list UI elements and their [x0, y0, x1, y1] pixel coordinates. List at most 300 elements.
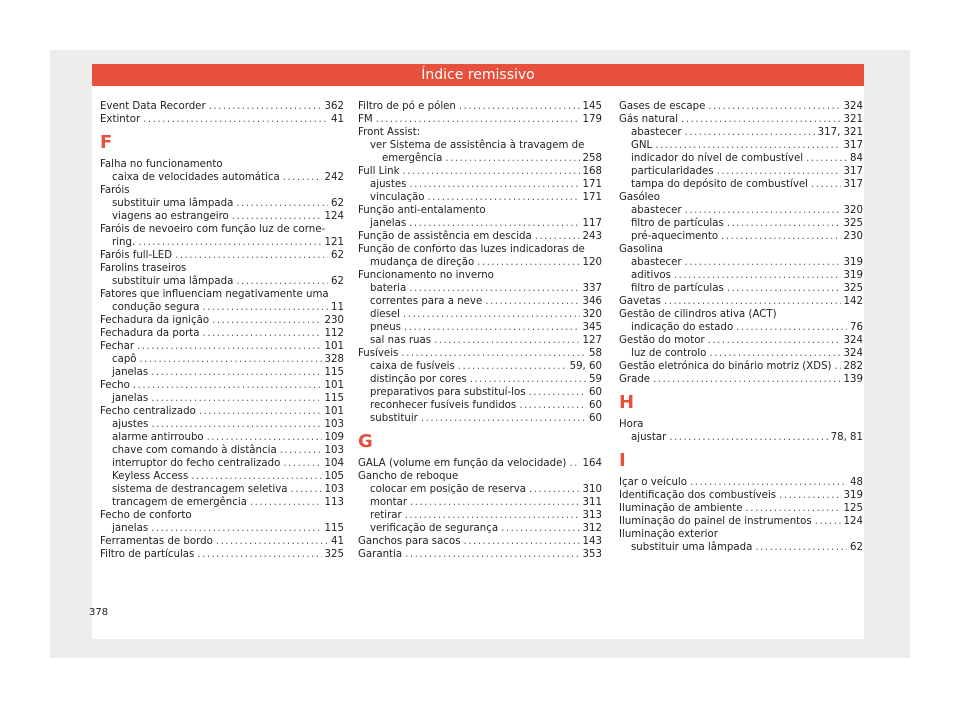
index-entry[interactable]: [358, 191, 602, 204]
index-heading: Falha no funcionamento: [100, 159, 223, 170]
index-page-ref[interactable]: 230: [324, 315, 344, 326]
index-entry-text: Full Link: [358, 166, 400, 177]
index-entry-text: Fusíveis: [358, 348, 399, 359]
document-page: [89, 64, 864, 639]
leader-dots: [835, 360, 841, 373]
leader-dots: [133, 379, 322, 392]
index-entry[interactable]: [619, 321, 863, 334]
leader-dots: [280, 444, 322, 457]
page-number: 378: [89, 607, 109, 618]
index-page-ref[interactable]: 311: [582, 497, 602, 508]
index-entry[interactable]: [358, 522, 602, 535]
index-entry-text: Extintor: [100, 114, 141, 125]
index-entry-text: tampa do depósito de combustível: [631, 179, 808, 190]
index-entry-text: Iluminação de ambiente: [619, 503, 743, 514]
index-entry[interactable]: [619, 204, 863, 217]
index-page-ref[interactable]: 143: [582, 536, 602, 547]
index-entry-continuation: [358, 256, 602, 269]
leader-dots: [721, 230, 840, 243]
index-entry[interactable]: [358, 399, 602, 412]
index-page-ref[interactable]: 171: [582, 179, 602, 190]
index-heading: Gestão de cilindros ativa (ACT): [619, 309, 777, 320]
index-page-ref[interactable]: 60: [589, 400, 602, 411]
index-page-ref[interactable]: 317: [843, 140, 863, 151]
index-entry[interactable]: [619, 347, 863, 360]
index-entry-text: abastecer: [631, 257, 682, 268]
index-entry[interactable]: [619, 230, 863, 243]
index-page-ref[interactable]: 353: [582, 549, 602, 560]
index-page-ref[interactable]: 242: [324, 172, 344, 183]
index-entry-continuation: [100, 236, 344, 249]
index-entry[interactable]: [358, 386, 602, 399]
leader-dots: [727, 282, 841, 295]
index-entry[interactable]: [358, 243, 602, 269]
index-page-ref[interactable]: 139: [843, 374, 863, 385]
index-entry-text: filtro de partículas: [631, 283, 724, 294]
index-entry[interactable]: [358, 295, 602, 308]
index-entry-text: Keyless Access: [112, 471, 189, 482]
index-page-ref[interactable]: 324: [843, 101, 863, 112]
index-page-ref[interactable]: 319: [843, 490, 863, 501]
index-entry-text: Gás natural: [619, 114, 679, 125]
leader-dots: [708, 334, 841, 347]
leader-dots: [236, 275, 328, 288]
index-page-ref[interactable]: 282: [843, 361, 863, 372]
index-entry[interactable]: [358, 165, 602, 178]
index-entry[interactable]: [619, 541, 863, 554]
index-page-ref[interactable]: 115: [324, 393, 344, 404]
index-entry[interactable]: [358, 457, 602, 470]
index-entry[interactable]: [100, 418, 344, 431]
leader-dots: [232, 210, 322, 223]
index-entry-text: FM: [358, 114, 373, 125]
leader-dots: [421, 412, 586, 425]
index-entry[interactable]: [619, 139, 863, 152]
index-page-ref[interactable]: 325: [843, 218, 863, 229]
index-entry[interactable]: [619, 165, 863, 178]
index-entry[interactable]: [619, 126, 863, 139]
index-page-ref[interactable]: 59, 60: [569, 361, 602, 372]
index-page-ref[interactable]: 62: [331, 276, 344, 287]
index-entry-text: bateria: [370, 283, 407, 294]
index-entry[interactable]: [619, 217, 863, 230]
index-page-ref[interactable]: 337: [582, 283, 602, 294]
index-page-ref[interactable]: 101: [324, 380, 344, 391]
leader-dots: [755, 541, 847, 554]
leader-dots: [690, 476, 847, 489]
index-entry-text: pneus: [370, 322, 401, 333]
index-entry-text: distinção por cores: [370, 374, 467, 385]
leader-dots: [137, 340, 321, 353]
index-page-ref[interactable]: 324: [843, 335, 863, 346]
index-entry-text: Gestão eletrónica do binário motriz (XDS): [619, 361, 832, 372]
index-entry-text: abastecer: [631, 205, 682, 216]
index-entry[interactable]: [100, 327, 344, 340]
index-entry[interactable]: [619, 178, 863, 191]
index-entry[interactable]: [100, 340, 344, 353]
index-page-ref[interactable]: 48: [850, 477, 863, 488]
index-entry-text: ring.: [112, 237, 136, 248]
leader-dots: [405, 548, 579, 561]
index-entry[interactable]: [100, 197, 344, 210]
leader-dots: [151, 366, 321, 379]
index-page-ref[interactable]: 60: [589, 387, 602, 398]
index-page-ref[interactable]: 101: [324, 341, 344, 352]
index-page-ref[interactable]: 325: [843, 283, 863, 294]
index-page-ref[interactable]: 41: [331, 114, 344, 125]
leader-dots: [197, 548, 321, 561]
index-entry[interactable]: [100, 431, 344, 444]
leader-dots: [428, 191, 580, 204]
index-entry[interactable]: [358, 412, 602, 425]
index-entry-text: colocar em posição de reserva: [370, 484, 526, 495]
index-entry-text: GNL: [631, 140, 653, 151]
leader-dots: [501, 522, 579, 535]
index-page-ref[interactable]: 62: [331, 250, 344, 261]
index-page-ref[interactable]: 312: [582, 523, 602, 534]
index-entry[interactable]: [358, 334, 602, 347]
index-page-ref[interactable]: 230: [843, 231, 863, 242]
leader-dots: [250, 496, 322, 509]
index-entry[interactable]: [100, 470, 344, 483]
index-entry-text: janelas: [112, 523, 149, 534]
index-entry[interactable]: [619, 360, 863, 373]
leader-dots: [529, 483, 580, 496]
index-entry[interactable]: [100, 457, 344, 470]
index-entry-text: Fecho: [100, 380, 130, 391]
leader-dots: [283, 457, 321, 470]
page-header: Índice remissivo: [92, 64, 864, 86]
leader-dots: [216, 535, 328, 548]
index-page-ref[interactable]: 328: [324, 354, 344, 365]
index-page-ref[interactable]: 103: [324, 419, 344, 430]
index-entry[interactable]: [358, 535, 602, 548]
index-entry[interactable]: [619, 502, 863, 515]
index-entry[interactable]: [358, 113, 602, 126]
index-entry[interactable]: [100, 496, 344, 509]
index-entry-text: emergência: [382, 153, 443, 164]
index-page-ref[interactable]: 313: [582, 510, 602, 521]
index-entry-text: luz de controlo: [631, 348, 707, 359]
leader-dots: [655, 139, 840, 152]
leader-dots: [404, 321, 580, 334]
index-heading: Gasolina: [619, 244, 664, 255]
index-entry[interactable]: [100, 548, 344, 561]
index-page-ref[interactable]: 115: [324, 367, 344, 378]
index-heading: Hora: [619, 419, 644, 430]
index-heading: Front Assist:: [358, 127, 421, 138]
index-entry[interactable]: [100, 366, 344, 379]
index-page-ref[interactable]: 317, 321: [817, 127, 863, 138]
index-page-ref[interactable]: 41: [331, 536, 344, 547]
leader-dots: [779, 489, 840, 502]
index-page-ref[interactable]: 124: [324, 211, 344, 222]
leader-dots: [685, 126, 815, 139]
leader-dots: [535, 230, 580, 243]
index-page-ref[interactable]: 104: [324, 458, 344, 469]
leader-dots: [202, 301, 328, 314]
index-entry[interactable]: [358, 152, 602, 165]
index-page-ref[interactable]: 11: [331, 302, 344, 313]
index-page-ref[interactable]: 321: [843, 114, 863, 125]
index-entry-text: diesel: [370, 309, 400, 320]
index-entry[interactable]: [100, 275, 344, 288]
index-page-ref[interactable]: 112: [324, 328, 344, 339]
index-entry-text: trancagem de emergência: [112, 497, 247, 508]
leader-dots: [811, 178, 841, 191]
index-entry[interactable]: [100, 483, 344, 496]
index-entry[interactable]: [358, 509, 602, 522]
index-page-ref[interactable]: 142: [843, 296, 863, 307]
index-entry-text: janelas: [112, 367, 149, 378]
index-entry[interactable]: [358, 548, 602, 561]
index-entry-text: Gases de escape: [619, 101, 706, 112]
leader-dots: [681, 113, 840, 126]
index-entry[interactable]: [619, 515, 863, 528]
index-page-ref[interactable]: 62: [331, 198, 344, 209]
index-page-ref[interactable]: 60: [589, 413, 602, 424]
index-entry-text: condução segura: [112, 302, 200, 313]
index-entry-text: Gestão do motor: [619, 335, 705, 346]
index-page-ref[interactable]: 103: [324, 445, 344, 456]
index-entry[interactable]: [619, 489, 863, 502]
index-page-ref[interactable]: 117: [582, 218, 602, 229]
index-entry-text: pré-aquecimento: [631, 231, 719, 242]
leader-dots: [140, 353, 322, 366]
index-page-ref[interactable]: 113: [324, 497, 344, 508]
index-entry[interactable]: [619, 269, 863, 282]
index-entry[interactable]: [100, 392, 344, 405]
index-page-ref[interactable]: 325: [324, 549, 344, 560]
leader-dots: [708, 100, 840, 113]
index-entry[interactable]: [100, 353, 344, 366]
index-page-ref[interactable]: 76: [850, 322, 863, 333]
leader-dots: [291, 483, 322, 496]
index-entry[interactable]: [358, 178, 602, 191]
index-section-letter: G: [358, 431, 373, 452]
index-page-ref[interactable]: 319: [843, 257, 863, 268]
index-entry[interactable]: [100, 444, 344, 457]
index-page-ref[interactable]: 164: [582, 458, 602, 469]
index-page-ref[interactable]: 317: [843, 179, 863, 190]
index-entry-text: indicação do estado: [631, 322, 734, 333]
index-entry[interactable]: [619, 152, 863, 165]
index-heading: ver Sistema de assistência à travagem de: [370, 140, 585, 151]
index-heading: Função anti-entalamento: [358, 205, 486, 216]
index-page-ref[interactable]: 345: [582, 322, 602, 333]
index-entry-text: Faróis de nevoeiro com função luz de corne-: [100, 224, 326, 235]
index-entry-text: interruptor do fecho centralizado: [112, 458, 281, 469]
index-entry-text: ajustes: [370, 179, 407, 190]
index-entry-text: reconhecer fusíveis fundidos: [370, 400, 517, 411]
index-column-2: [358, 100, 602, 561]
index-entry[interactable]: [358, 496, 602, 509]
index-entry-text: verificação de segurança: [370, 523, 499, 534]
index-page-ref[interactable]: 324: [843, 348, 863, 359]
index-entry[interactable]: [100, 171, 344, 184]
index-entry-text: retirar: [370, 510, 402, 521]
index-page-ref[interactable]: 78, 81: [830, 432, 863, 443]
leader-dots: [745, 502, 840, 515]
index-page-ref[interactable]: 320: [843, 205, 863, 216]
leader-dots: [207, 431, 322, 444]
index-page-ref[interactable]: 124: [843, 516, 863, 527]
index-entry-text: substituir: [370, 413, 418, 424]
index-entry[interactable]: [358, 282, 602, 295]
index-page-ref[interactable]: 179: [582, 114, 602, 125]
leader-dots: [464, 535, 580, 548]
leader-dots: [138, 236, 321, 249]
index-page-ref[interactable]: 145: [582, 101, 602, 112]
index-entry[interactable]: [619, 476, 863, 489]
index-entry-text: Fecho centralizado: [100, 406, 196, 417]
index-entry-text: correntes para a neve: [370, 296, 483, 307]
index-page-ref[interactable]: 103: [324, 484, 344, 495]
leader-dots: [709, 347, 840, 360]
index-entry-text: vinculação: [370, 192, 425, 203]
index-entry-text: viagens ao estrangeiro: [112, 211, 229, 222]
leader-dots: [151, 392, 321, 405]
leader-dots: [717, 165, 841, 178]
index-page-ref[interactable]: 346: [582, 296, 602, 307]
index-entry[interactable]: [358, 230, 602, 243]
index-page-ref[interactable]: 168: [582, 166, 602, 177]
index-page-ref[interactable]: 121: [324, 237, 344, 248]
index-entry[interactable]: [619, 295, 863, 308]
index-heading: Farolins traseiros: [100, 263, 187, 274]
index-entry[interactable]: [100, 210, 344, 223]
index-entry-text: Fechadura da ignição: [100, 315, 210, 326]
index-heading: Faróis: [100, 185, 130, 196]
index-entry[interactable]: [100, 100, 344, 113]
index-entry[interactable]: [100, 535, 344, 548]
leader-dots: [727, 217, 841, 230]
index-page-ref[interactable]: 310: [582, 484, 602, 495]
index-column-1: [100, 100, 344, 561]
index-entry[interactable]: [358, 373, 602, 386]
index-page-ref[interactable]: 58: [589, 348, 602, 359]
leader-dots: [405, 509, 580, 522]
index-heading: Funcionamento no inverno: [358, 270, 494, 281]
index-page-ref[interactable]: 320: [582, 309, 602, 320]
index-entry-text: Gavetas: [619, 296, 661, 307]
index-page-ref[interactable]: 84: [850, 153, 863, 164]
leader-dots: [485, 295, 579, 308]
leader-dots: [199, 405, 322, 418]
leader-dots: [653, 373, 840, 386]
leader-dots: [569, 457, 579, 470]
index-entry-text: sal nas ruas: [370, 335, 432, 346]
index-entry-text: Identificação dos combustíveis: [619, 490, 777, 501]
leader-dots: [403, 308, 580, 321]
index-entry-text: Fechadura da porta: [100, 328, 200, 339]
index-entry[interactable]: [358, 321, 602, 334]
index-entry-text: Ganchos para sacos: [358, 536, 461, 547]
index-entry[interactable]: [619, 334, 863, 347]
index-entry[interactable]: [100, 113, 344, 126]
leader-dots: [445, 152, 579, 165]
index-entry-text: Função de assistência em descida: [358, 231, 532, 242]
index-page-ref[interactable]: 115: [324, 523, 344, 534]
leader-dots: [376, 113, 580, 126]
leader-dots: [410, 496, 580, 509]
index-entry[interactable]: [619, 373, 863, 386]
index-entry-text: caixa de velocidades automática: [112, 172, 280, 183]
index-entry[interactable]: [358, 308, 602, 321]
index-entry[interactable]: [619, 100, 863, 113]
index-page-ref[interactable]: 105: [324, 471, 344, 482]
index-page-ref[interactable]: 319: [843, 270, 863, 281]
index-entry[interactable]: [619, 282, 863, 295]
index-entry[interactable]: [100, 249, 344, 262]
index-entry-text: Ferramentas de bordo: [100, 536, 213, 547]
index-entry-text: indicador do nível de combustível: [631, 153, 804, 164]
leader-dots: [191, 470, 321, 483]
index-page-ref[interactable]: 243: [582, 231, 602, 242]
leader-dots: [519, 399, 586, 412]
index-entry[interactable]: [358, 217, 602, 230]
index-entry[interactable]: [358, 483, 602, 496]
index-page-ref[interactable]: 62: [850, 542, 863, 553]
index-page-ref[interactable]: 59: [589, 374, 602, 385]
leader-dots: [151, 418, 321, 431]
index-page-ref[interactable]: 101: [324, 406, 344, 417]
index-entry[interactable]: [358, 100, 602, 113]
index-entry-text: sistema de destrancagem seletiva: [112, 484, 288, 495]
index-entry-text: Filtro de pó e pólen: [358, 101, 456, 112]
index-entry[interactable]: [100, 405, 344, 418]
leader-dots: [203, 327, 322, 340]
index-page-ref[interactable]: 125: [843, 503, 863, 514]
index-entry-text: Garantia: [358, 549, 403, 560]
index-page-ref[interactable]: 171: [582, 192, 602, 203]
index-page-ref[interactable]: 120: [582, 257, 602, 268]
index-section-letter: H: [619, 392, 635, 413]
index-entry[interactable]: [358, 360, 602, 373]
index-entry-text: mudança de direção: [370, 257, 475, 268]
index-entry-text: particularidades: [631, 166, 714, 177]
index-entry-text: caixa de fusíveis: [370, 361, 455, 372]
index-entry[interactable]: [619, 256, 863, 269]
index-page-ref[interactable]: 258: [582, 153, 602, 164]
index-entry[interactable]: [100, 522, 344, 535]
leader-dots: [815, 515, 841, 528]
leader-dots: [664, 295, 841, 308]
index-entry[interactable]: [358, 347, 602, 360]
leader-dots: [477, 256, 579, 269]
index-entry-text: Função de conforto das luzes indicadoras de: [358, 244, 585, 255]
leader-dots: [669, 431, 827, 444]
index-entry[interactable]: [100, 223, 344, 249]
index-page-ref[interactable]: 317: [843, 166, 863, 177]
index-page-ref[interactable]: 127: [582, 335, 602, 346]
leader-dots: [175, 249, 328, 262]
index-entry[interactable]: [619, 113, 863, 126]
index-entry[interactable]: [100, 288, 344, 314]
index-entry-text: Içar o veículo: [619, 477, 687, 488]
index-page-ref[interactable]: 109: [324, 432, 344, 443]
index-page-ref[interactable]: 362: [324, 101, 344, 112]
index-entry[interactable]: [100, 314, 344, 327]
index-entry[interactable]: [619, 431, 863, 444]
index-entry-text: ajustes: [112, 419, 149, 430]
index-entry-text: janelas: [370, 218, 407, 229]
leader-dots: [409, 282, 579, 295]
leader-dots: [409, 178, 579, 191]
index-entry-text: substituir uma lâmpada: [112, 198, 234, 209]
leader-dots: [529, 386, 586, 399]
index-entry[interactable]: [100, 379, 344, 392]
